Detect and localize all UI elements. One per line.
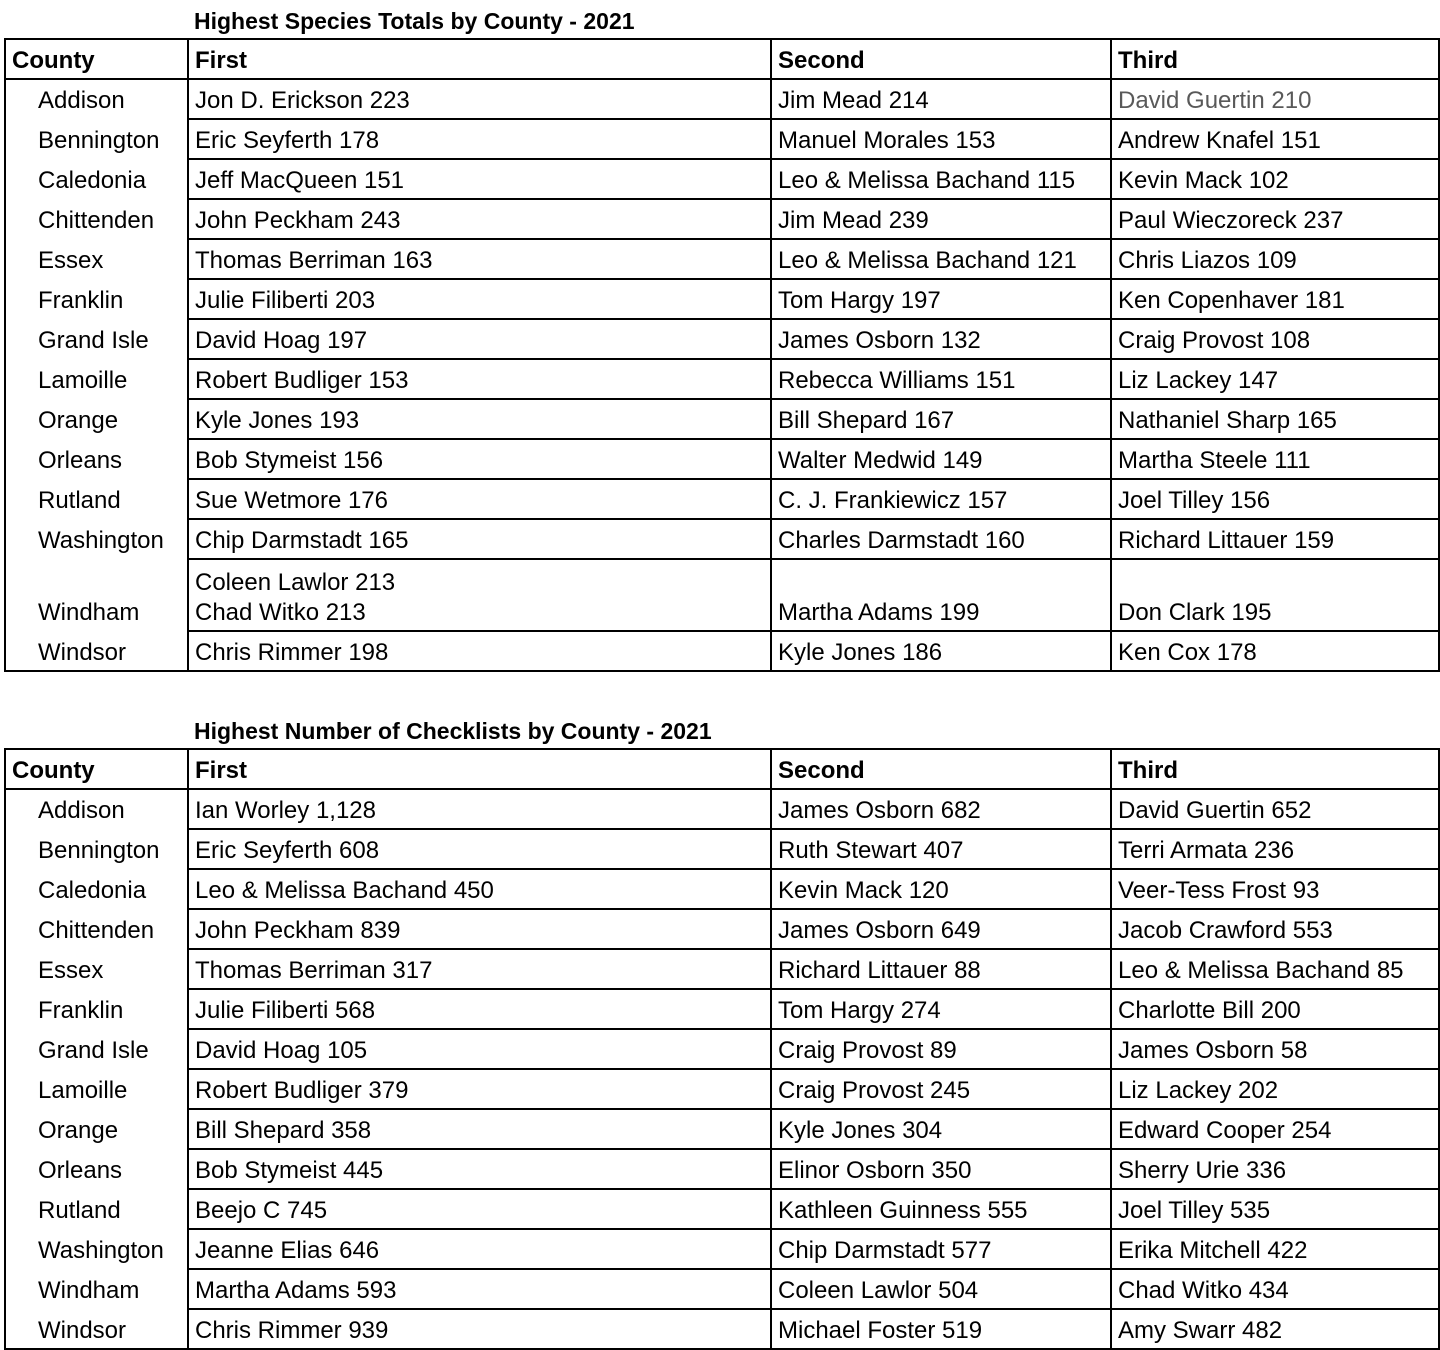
third-place-cell: Ken Cox 178	[1111, 631, 1439, 671]
third-place-cell: Andrew Knafel 151	[1111, 119, 1439, 159]
first-place-cell: Eric Seyferth 178	[188, 119, 771, 159]
table-row	[5, 989, 1439, 1029]
third-place-cell: Edward Cooper 254	[1111, 1109, 1439, 1149]
first-place-cell: John Peckham 243	[188, 199, 771, 239]
column-header-third: Third	[1111, 39, 1439, 79]
county-cell: Washington	[5, 1229, 188, 1269]
first-place-cell: Jeff MacQueen 151	[188, 159, 771, 199]
table-row	[5, 1269, 1439, 1309]
third-place-cell: Charlotte Bill 200	[1111, 989, 1439, 1029]
third-place-cell: Erika Mitchell 422	[1111, 1229, 1439, 1269]
column-header-second: Second	[771, 39, 1111, 79]
county-cell: Addison	[5, 789, 188, 829]
county-cell: Orleans	[5, 439, 188, 479]
third-place-cell: David Guertin 210	[1111, 79, 1439, 119]
county-cell: Windham	[5, 1269, 188, 1309]
second-place-cell: Bill Shepard 167	[771, 399, 1111, 439]
county-cell: Bennington	[5, 119, 188, 159]
table-row	[5, 239, 1439, 279]
table-row	[5, 909, 1439, 949]
first-place-cell: Ian Worley 1,128	[188, 789, 771, 829]
table-row	[5, 519, 1439, 559]
second-place-cell: Elinor Osborn 350	[771, 1149, 1111, 1189]
table-row	[5, 559, 1439, 631]
second-place-cell: Walter Medwid 149	[771, 439, 1111, 479]
first-place-cell: Martha Adams 593	[188, 1269, 771, 1309]
third-place-cell: James Osborn 58	[1111, 1029, 1439, 1069]
table-row	[5, 869, 1439, 909]
header-row	[5, 39, 1439, 79]
first-place-cell	[188, 559, 771, 631]
checklists-table	[4, 748, 1440, 1350]
second-place-cell: James Osborn 682	[771, 789, 1111, 829]
third-place-cell: Chad Witko 434	[1111, 1269, 1439, 1309]
table-row	[5, 279, 1439, 319]
table-row	[5, 631, 1439, 671]
column-header-first: First	[188, 39, 771, 79]
third-place-cell: Nathaniel Sharp 165	[1111, 399, 1439, 439]
county-cell: Washington	[5, 519, 188, 559]
county-cell: Orleans	[5, 1149, 188, 1189]
third-place-cell: Kevin Mack 102	[1111, 159, 1439, 199]
second-place-cell: Leo & Melissa Bachand 115	[771, 159, 1111, 199]
species-table-title: Highest Species Totals by County - 2021	[194, 8, 635, 34]
second-place-cell: Kyle Jones 304	[771, 1109, 1111, 1149]
first-place-cell: Sue Wetmore 176	[188, 479, 771, 519]
third-place-cell: Sherry Urie 336	[1111, 1149, 1439, 1189]
county-cell: Lamoille	[5, 359, 188, 399]
second-place-cell: Jim Mead 239	[771, 199, 1111, 239]
column-header-second: Second	[771, 749, 1111, 789]
third-place-cell: Joel Tilley 535	[1111, 1189, 1439, 1229]
first-place-cell: Bob Stymeist 156	[188, 439, 771, 479]
county-cell: Essex	[5, 949, 188, 989]
county-cell: Addison	[5, 79, 188, 119]
table-row	[5, 1309, 1439, 1349]
county-cell: Windsor	[5, 1309, 188, 1349]
third-place-cell: Chris Liazos 109	[1111, 239, 1439, 279]
first-place-cell: Kyle Jones 193	[188, 399, 771, 439]
first-place-cell: Thomas Berriman 317	[188, 949, 771, 989]
first-place-cell: Thomas Berriman 163	[188, 239, 771, 279]
table-row	[5, 949, 1439, 989]
third-place-cell: Craig Provost 108	[1111, 319, 1439, 359]
third-place-cell: Veer-Tess Frost 93	[1111, 869, 1439, 909]
third-place-cell: Richard Littauer 159	[1111, 519, 1439, 559]
second-place-cell: Tom Hargy 274	[771, 989, 1111, 1029]
table-row	[5, 1029, 1439, 1069]
column-header-county: County	[5, 39, 188, 79]
third-place-cell: Terri Armata 236	[1111, 829, 1439, 869]
first-place-cell: Julie Filiberti 203	[188, 279, 771, 319]
second-place-cell: Martha Adams 199	[771, 559, 1111, 631]
county-cell: Windham	[5, 559, 188, 631]
second-place-cell: James Osborn 132	[771, 319, 1111, 359]
county-cell: Franklin	[5, 279, 188, 319]
second-place-cell: Ruth Stewart 407	[771, 829, 1111, 869]
second-place-cell: Kathleen Guinness 555	[771, 1189, 1111, 1229]
table-row	[5, 1149, 1439, 1189]
table-row	[5, 359, 1439, 399]
county-cell: Essex	[5, 239, 188, 279]
second-place-cell: Manuel Morales 153	[771, 119, 1111, 159]
species-table	[4, 38, 1440, 672]
column-header-county: County	[5, 749, 188, 789]
second-place-cell: James Osborn 649	[771, 909, 1111, 949]
county-cell: Bennington	[5, 829, 188, 869]
second-place-cell: Jim Mead 214	[771, 79, 1111, 119]
third-place-cell: Don Clark 195	[1111, 559, 1439, 631]
first-place-cell: Beejo C 745	[188, 1189, 771, 1229]
table-row	[5, 319, 1439, 359]
third-place-cell: Martha Steele 111	[1111, 439, 1439, 479]
second-place-cell: Tom Hargy 197	[771, 279, 1111, 319]
third-place-cell: Amy Swarr 482	[1111, 1309, 1439, 1349]
second-place-cell: Rebecca Williams 151	[771, 359, 1111, 399]
second-place-cell: Craig Provost 89	[771, 1029, 1111, 1069]
table-row	[5, 1189, 1439, 1229]
third-place-cell: Ken Copenhaver 181	[1111, 279, 1439, 319]
third-place-cell: Jacob Crawford 553	[1111, 909, 1439, 949]
first-place-cell: David Hoag 197	[188, 319, 771, 359]
first-place-cell: Robert Budliger 379	[188, 1069, 771, 1109]
table-row	[5, 199, 1439, 239]
county-cell: Rutland	[5, 479, 188, 519]
third-place-cell: David Guertin 652	[1111, 789, 1439, 829]
second-place-cell: Craig Provost 245	[771, 1069, 1111, 1109]
third-place-cell: Joel Tilley 156	[1111, 479, 1439, 519]
first-place-cell: John Peckham 839	[188, 909, 771, 949]
second-place-cell: Charles Darmstadt 160	[771, 519, 1111, 559]
county-cell: Lamoille	[5, 1069, 188, 1109]
table-row	[5, 159, 1439, 199]
first-place-cell: Eric Seyferth 608	[188, 829, 771, 869]
county-cell: Grand Isle	[5, 319, 188, 359]
first-place-cell: David Hoag 105	[188, 1029, 771, 1069]
county-cell: Caledonia	[5, 869, 188, 909]
checklists-table-title: Highest Number of Checklists by County - 2021	[194, 718, 712, 744]
header-row	[5, 749, 1439, 789]
second-place-cell: Michael Foster 519	[771, 1309, 1111, 1349]
table-row	[5, 439, 1439, 479]
first-place-cell: Jon D. Erickson 223	[188, 79, 771, 119]
first-place-cell: Chip Darmstadt 165	[188, 519, 771, 559]
first-place-cell: Leo & Melissa Bachand 450	[188, 869, 771, 909]
table-row	[5, 479, 1439, 519]
county-cell: Orange	[5, 399, 188, 439]
column-header-third: Third	[1111, 749, 1439, 789]
county-cell: Caledonia	[5, 159, 188, 199]
table-row	[5, 1229, 1439, 1269]
table-row	[5, 1109, 1439, 1149]
second-place-cell: Kyle Jones 186	[771, 631, 1111, 671]
county-cell: Franklin	[5, 989, 188, 1029]
second-place-cell: Richard Littauer 88	[771, 949, 1111, 989]
county-cell: Grand Isle	[5, 1029, 188, 1069]
county-cell: Rutland	[5, 1189, 188, 1229]
first-place-cell: Chris Rimmer 939	[188, 1309, 771, 1349]
first-place-cell: Julie Filiberti 568	[188, 989, 771, 1029]
third-place-cell: Liz Lackey 147	[1111, 359, 1439, 399]
table-row	[5, 119, 1439, 159]
first-place-cell: Chris Rimmer 198	[188, 631, 771, 671]
county-cell: Windsor	[5, 631, 188, 671]
county-cell: Chittenden	[5, 199, 188, 239]
county-cell: Orange	[5, 1109, 188, 1149]
first-place-cell: Bill Shepard 358	[188, 1109, 771, 1149]
column-header-first: First	[188, 749, 771, 789]
third-place-cell: Leo & Melissa Bachand 85	[1111, 949, 1439, 989]
table-row	[5, 789, 1439, 829]
second-place-cell: Chip Darmstadt 577	[771, 1229, 1111, 1269]
first-place-cell: Bob Stymeist 445	[188, 1149, 771, 1189]
third-place-cell: Liz Lackey 202	[1111, 1069, 1439, 1109]
second-place-cell: Coleen Lawlor 504	[771, 1269, 1111, 1309]
second-place-cell: Kevin Mack 120	[771, 869, 1111, 909]
second-place-cell: Leo & Melissa Bachand 121	[771, 239, 1111, 279]
first-place-cell: Jeanne Elias 646	[188, 1229, 771, 1269]
first-place-line: Coleen Lawlor 213	[195, 569, 396, 596]
first-place-line: Chad Witko 213	[195, 599, 366, 626]
table-row	[5, 399, 1439, 439]
table-row	[5, 1069, 1439, 1109]
first-place-cell: Robert Budliger 153	[188, 359, 771, 399]
table-row	[5, 79, 1439, 119]
county-cell: Chittenden	[5, 909, 188, 949]
third-place-cell: Paul Wieczoreck 237	[1111, 199, 1439, 239]
table-row	[5, 829, 1439, 869]
second-place-cell: C. J. Frankiewicz 157	[771, 479, 1111, 519]
